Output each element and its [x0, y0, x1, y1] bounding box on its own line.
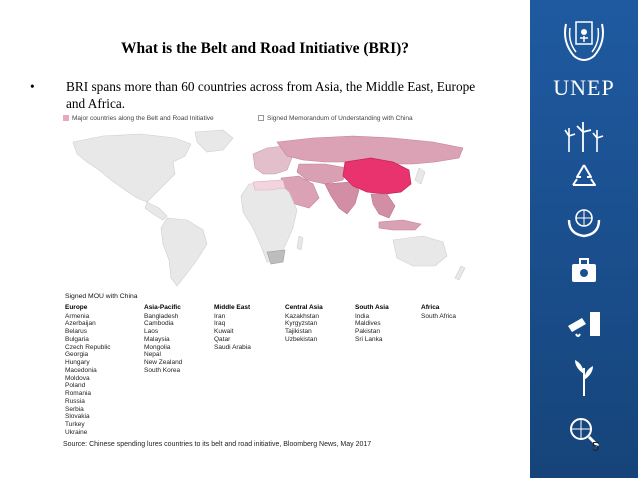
column-header: Africa	[421, 304, 440, 311]
list-item: Qatar	[214, 335, 231, 343]
list-item: Laos	[144, 328, 159, 335]
unep-sidebar	[530, 0, 638, 478]
list-item: Slovakia	[65, 413, 90, 421]
mou-title: Signed MOU with China	[65, 293, 138, 300]
map-legend	[63, 115, 483, 127]
un-emblem-icon	[530, 12, 638, 68]
wind-turbine-icon	[530, 118, 638, 154]
list-item: South Korea	[144, 366, 181, 374]
list-item: Sri Lanka	[355, 335, 383, 343]
list-item: Poland	[65, 382, 86, 390]
recycle-icon	[530, 163, 638, 191]
list-item: Romania	[65, 390, 92, 397]
list-item: Russia	[65, 397, 85, 405]
list-item: Cambodia	[144, 320, 174, 328]
list-item: Turkey	[65, 421, 85, 428]
mou-column-south-asia	[355, 304, 389, 344]
north-africa-shape	[253, 180, 285, 190]
list-item: Czech Republic	[65, 343, 111, 351]
source-citation: Source: Chinese spending lures countries to its belt and road initiative, Bloomberg News, May 2017	[63, 441, 372, 448]
list-item: Macedonia	[65, 366, 97, 374]
world-map	[63, 128, 481, 290]
mou-columns	[65, 304, 485, 436]
list-item: Saudi Arabia	[214, 343, 251, 351]
list-item: Nepal	[144, 351, 161, 359]
slide-title: What is the Belt and Road Initiative (BRI)?	[120, 40, 410, 57]
list-item: South Africa	[421, 312, 457, 320]
legend-swatch-major	[63, 115, 69, 121]
column-header: Europe	[65, 304, 88, 311]
mou-column-africa	[421, 304, 456, 320]
column-header: Middle East	[214, 304, 251, 311]
legend-swatch-signed	[258, 115, 264, 121]
list-item: Iraq	[214, 320, 226, 328]
page-number: 5	[592, 439, 600, 454]
plant-sprout-icon	[530, 358, 638, 398]
column-header: Central Asia	[285, 304, 323, 311]
first-aid-kit-icon	[530, 256, 638, 284]
list-item: Belarus	[65, 328, 88, 335]
chemical-pour-icon	[530, 306, 638, 340]
mou-column-asia-pacific	[144, 304, 182, 375]
list-item: Serbia	[65, 405, 84, 413]
list-item: Pakistan	[355, 328, 380, 335]
list-item: Maldives	[355, 320, 381, 328]
unep-wordmark: UNEP	[553, 75, 615, 100]
bullet-text: BRI spans more than 60 countries across from Asia, the Middle East, Europe and Africa.	[66, 79, 476, 111]
list-item: New Zealand	[144, 359, 183, 366]
legend-item-major	[63, 115, 214, 122]
list-item: Georgia	[65, 351, 89, 359]
list-item: Azerbaijan	[65, 320, 96, 328]
column-header: Asia-Pacific	[144, 304, 181, 311]
list-item: Tajikistan	[285, 328, 312, 335]
list-item: Bangladesh	[144, 312, 179, 320]
list-item: Hungary	[65, 359, 90, 366]
mou-column-europe	[65, 304, 111, 437]
bullet-dot: •	[30, 79, 35, 94]
mou-column-middle-east	[214, 304, 251, 351]
mou-column-central-asia	[285, 304, 323, 344]
list-item: Armenia	[65, 312, 90, 320]
list-item: Bulgaria	[65, 335, 89, 343]
list-item: Moldova	[65, 374, 90, 382]
list-item: India	[355, 312, 370, 320]
list-item: Uzbekistan	[285, 335, 318, 343]
list-item: Kyrgyzstan	[285, 320, 318, 328]
legend-item-signed	[258, 115, 413, 122]
list-item: Kuwait	[214, 328, 234, 335]
list-item: Mongolia	[144, 343, 171, 351]
list-item: Iran	[214, 312, 226, 320]
hands-globe-icon	[530, 206, 638, 240]
globe-magnifier-icon	[530, 415, 638, 449]
list-item: Ukraine	[65, 428, 88, 436]
legend-label-major: Major countries along the Belt and Road Initiative	[72, 115, 214, 122]
legend-label-signed: Signed Memorandum of Understanding with China	[267, 115, 413, 122]
list-item: Malaysia	[144, 335, 170, 343]
list-item: Kazakhstan	[285, 312, 319, 320]
column-header: South Asia	[355, 304, 389, 311]
